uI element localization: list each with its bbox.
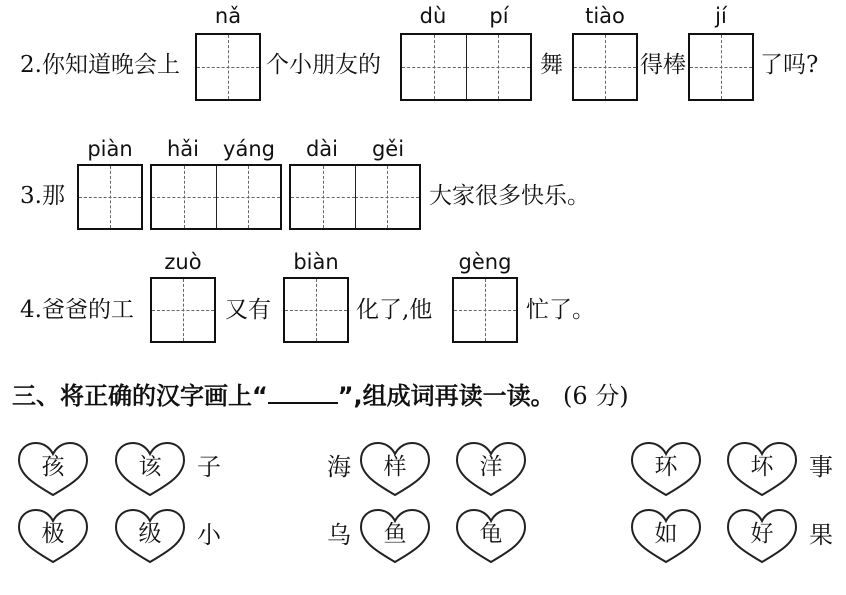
heart-char: 级 [138,521,162,547]
pinyin-tiao: tiào [585,4,625,28]
q4-mid2: 化了,他 [356,297,433,323]
pinyin-pian: piàn [87,137,133,161]
row1-g2-prefix: 海 [327,453,351,481]
q4-end: 忙了。 [526,297,595,323]
q3-prefix: 3.那 [20,183,65,209]
q2-end: 了吗? [760,52,819,78]
heart-option[interactable] [358,440,432,498]
row1-g3-suffix: 事 [809,453,833,481]
pinyin-yang: yáng [223,137,275,161]
pinyin-geng: gèng [458,250,512,274]
answer-box-geng[interactable] [452,277,518,343]
answer-box-na[interactable] [195,33,261,101]
answer-box-tiao[interactable] [572,33,638,101]
heart-char: 鱼 [383,521,407,547]
heart-option[interactable] [454,507,528,565]
heart-char: 如 [654,521,678,547]
heart-char: 孩 [41,454,65,480]
heart-option[interactable] [725,440,799,498]
heart-char: 好 [750,521,774,547]
heart-option[interactable] [113,507,187,565]
heart-option[interactable] [725,507,799,565]
q2-prefix: 2.你知道晚会上 [20,52,180,78]
heart-option[interactable] [454,440,528,498]
pinyin-na: nǎ [214,4,242,28]
q2-mid1: 个小朋友的 [266,52,381,78]
heart-char: 环 [654,454,678,480]
answer-box-zuo[interactable] [150,277,216,343]
q4-mid1: 又有 [225,297,271,323]
answer-box-pian[interactable] [77,164,143,230]
answer-box-bian[interactable] [283,277,349,343]
heart-char: 样 [383,454,407,480]
section3-heading [12,381,629,411]
row2-g3-suffix: 果 [809,521,833,549]
section3-heading-post: ”,组成词再读一读。 [337,382,555,410]
pinyin-du: dù [419,4,447,28]
answer-box-dupi[interactable] [400,33,532,101]
section3-points: (6 分) [563,382,629,410]
heart-char: 该 [138,454,162,480]
heart-option[interactable] [113,440,187,498]
heart-option[interactable] [358,507,432,565]
row2-g2-prefix: 乌 [327,521,351,549]
heart-char: 极 [41,521,65,547]
pinyin-hai: hǎi [166,137,199,161]
pinyin-pi: pí [489,4,509,28]
section3-heading-pre: 三、将正确的汉字画上“ [12,382,268,410]
pinyin-ji: jí [715,4,727,28]
heart-option[interactable] [16,507,90,565]
row1-g1-suffix: 子 [197,453,221,481]
pinyin-zuo: zuò [164,250,202,274]
heart-char: 坏 [750,454,774,480]
q2-mid2: 舞 [540,52,563,78]
heart-option[interactable] [629,507,703,565]
pinyin-dai: dài [305,137,339,161]
heart-option[interactable] [629,440,703,498]
heart-char: 洋 [479,454,503,480]
answer-box-ji[interactable] [688,33,754,101]
heading-blank-line [268,382,338,404]
pinyin-bian: biàn [293,250,339,274]
q3-end: 大家很多快乐。 [429,183,590,209]
heart-char: 龟 [479,521,503,547]
row2-g1-suffix: 小 [197,521,221,549]
pinyin-gei: gěi [371,137,405,161]
q2-mid3: 得棒 [640,52,686,78]
heart-option[interactable] [16,440,90,498]
answer-box-haiyang[interactable] [150,164,282,230]
answer-box-daigei[interactable] [289,164,421,230]
q4-prefix: 4.爸爸的工 [20,297,134,323]
